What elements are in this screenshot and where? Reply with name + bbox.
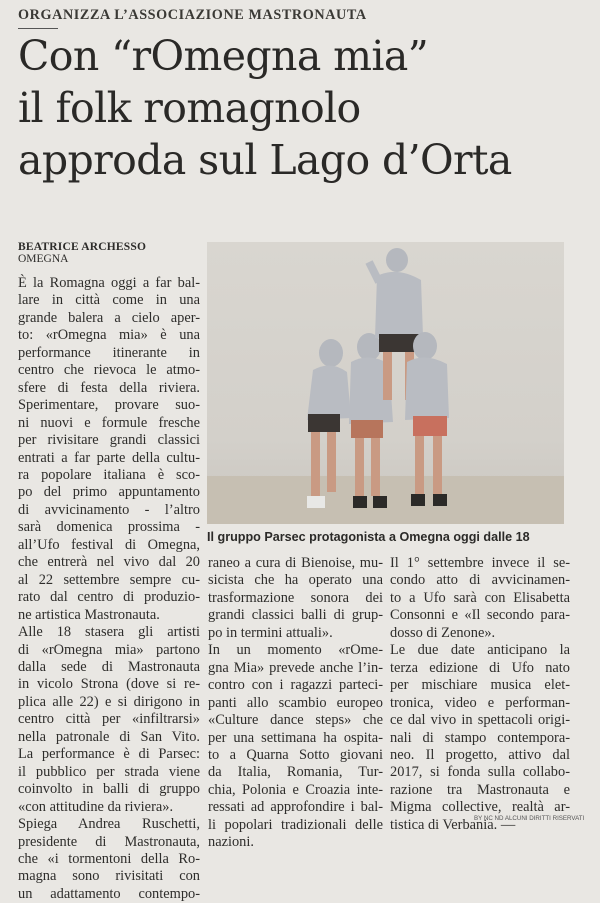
text-line: ressati ad approfondire i bal- bbox=[208, 799, 383, 816]
text-line: di avvicinamento - l’altro bbox=[18, 501, 200, 518]
text-line: condo atto di avvicinamen- bbox=[390, 572, 570, 589]
text-line: in vicolo Strona (dove si re- bbox=[18, 676, 200, 693]
text-line: tistica di Verbania. — bbox=[390, 816, 516, 833]
text-line: per una settimana ha ospita- bbox=[208, 729, 383, 746]
text-line: Alle 18 stasera gli artisti bbox=[18, 624, 200, 641]
text-line: sarà domenica prossima - bbox=[18, 519, 200, 536]
copyright-notice: BY NC ND ALCUNI DIRITTI RISERVATI bbox=[474, 815, 585, 822]
headline-line-3: approda sul Lago d’Orta bbox=[18, 136, 512, 184]
text-line: al 22 settembre sempre cu- bbox=[18, 571, 200, 588]
text-line: to a Ufo sarà con Elisabetta bbox=[390, 589, 570, 606]
dancers-illustration bbox=[207, 242, 564, 524]
text-line: chia, Polonia e Croazia inte- bbox=[208, 781, 383, 798]
text-line: lare in città come in una bbox=[18, 292, 200, 309]
column-2 bbox=[208, 555, 383, 852]
headline-line-1: Con “rOmegna mia” bbox=[18, 32, 429, 80]
text-line: che entrerà nel vivo dal 20 bbox=[18, 554, 200, 571]
text-line: trasformazione sonora dei bbox=[208, 589, 383, 606]
text-line: sicista che ha operato una bbox=[208, 572, 383, 589]
text-line: per mischiare musica elet- bbox=[390, 677, 570, 694]
text-line: razione tra Mastronauta e bbox=[390, 781, 570, 798]
text-line: panti allo scambio europeo bbox=[208, 694, 383, 711]
text-line: Migma collective, realtà ar- bbox=[390, 799, 570, 816]
text-line: terza edizione di Ufo nato bbox=[390, 659, 570, 676]
text-line: 2017, si fonda sulla collabo- bbox=[390, 764, 570, 781]
text-line: il pubblico per strada viene bbox=[18, 763, 200, 780]
text-line: La performance è di Parsec: bbox=[18, 746, 200, 763]
text-line: raneo a cura di Bienoise, mu- bbox=[208, 555, 383, 571]
text-line: gna Mia» prevede anche l’in- bbox=[208, 659, 383, 676]
text-line: sfere di festa della riviera. bbox=[18, 379, 200, 396]
text-line: per rivisitare grandi classici bbox=[18, 432, 200, 449]
text-line: centro città per «infiltrarsi» bbox=[18, 711, 200, 728]
text-line: Spiega Andrea Ruschetti, bbox=[18, 816, 200, 833]
text-line: ce dal vivo in spettacoli origi- bbox=[390, 712, 570, 729]
text-line: da Italia, Romania, Tur- bbox=[208, 764, 383, 781]
text-line: In un momento «rOme- bbox=[208, 642, 383, 659]
author: BEATRICE ARCHESSO bbox=[18, 241, 147, 253]
text-line: Il 1° settembre invece il se- bbox=[390, 555, 570, 571]
text-line: rato dal centro di produzio- bbox=[18, 589, 200, 606]
text-line: magna sono rivisitati con bbox=[18, 868, 200, 885]
text-line: all’Ufo festival di Omegna, bbox=[18, 536, 200, 553]
text-line: nali di stampo contempora- bbox=[390, 729, 570, 746]
text-line: centro che rievoca le atmo- bbox=[18, 362, 200, 379]
photo-caption: Il gruppo Parsec protagonista a Omegna oggi dalle 18 bbox=[207, 530, 530, 544]
text-line: Le due date anticipano la bbox=[390, 642, 570, 659]
column-3 bbox=[390, 555, 570, 834]
text-line: nazioni. bbox=[208, 834, 254, 851]
text-line: di «rOmegna mia» partono bbox=[18, 641, 200, 658]
kicker-rule bbox=[18, 28, 58, 29]
text-line: È la Romagna oggi a far bal- bbox=[18, 275, 200, 291]
text-line: ni nuovi e formule fresche bbox=[18, 414, 200, 431]
text-line: dosso di Zenone». bbox=[390, 624, 496, 641]
text-line: entrati a far parte della cultu- bbox=[18, 449, 200, 466]
text-line: che «i tormentoni della Ro- bbox=[18, 850, 200, 867]
headline bbox=[18, 30, 593, 186]
group-photo bbox=[207, 242, 564, 524]
byline bbox=[18, 241, 146, 265]
text-line: po in termini attuali». bbox=[208, 624, 333, 641]
text-line: li popolari tradizionali delle bbox=[208, 816, 383, 833]
text-line: to a Quarna Sotto giovani bbox=[208, 746, 383, 763]
text-line: «con attitudine da riviera». bbox=[18, 798, 174, 815]
text-line: grandi classici balli di grup- bbox=[208, 607, 383, 624]
text-line: to: «rOmegna mia» è una bbox=[18, 327, 200, 344]
text-line: plica alle 22) e si dirigono in bbox=[18, 693, 200, 710]
text-line: ne artistica Mastronauta. bbox=[18, 606, 160, 623]
dateline: OMEGNA bbox=[18, 253, 69, 265]
text-line: «Culture dance steps» che bbox=[208, 712, 383, 729]
text-line: coinvolto in balli di gruppo bbox=[18, 781, 200, 798]
text-line: presidente di Mastronauta, bbox=[18, 833, 200, 850]
text-line: dalla sede di Mastronauta bbox=[18, 658, 200, 675]
text-line: un adattamento contempo- bbox=[18, 885, 200, 902]
text-line: Sperimentare, provare suo- bbox=[18, 397, 200, 414]
text-line: po del primo appuntamento bbox=[18, 484, 200, 501]
text-line: grande balera a cielo aper- bbox=[18, 309, 200, 326]
text-line: tronica, video e performan- bbox=[390, 694, 570, 711]
text-line: neo. Il progetto, attivo dal bbox=[390, 746, 570, 763]
text-line: nella patronale di San Vito. bbox=[18, 728, 200, 745]
text-line: contro con i ragazzi parteci- bbox=[208, 677, 383, 694]
text-line: ra popolare italiana è sco- bbox=[18, 466, 200, 483]
text-line: performance itinerante in bbox=[18, 344, 200, 361]
kicker: ORGANIZZA L’ASSOCIAZIONE MASTRONAUTA bbox=[18, 7, 367, 23]
text-line: Consonni e «Il secondo para- bbox=[390, 607, 570, 624]
column-1 bbox=[18, 275, 200, 903]
headline-line-2: il folk romagnolo bbox=[18, 84, 361, 132]
